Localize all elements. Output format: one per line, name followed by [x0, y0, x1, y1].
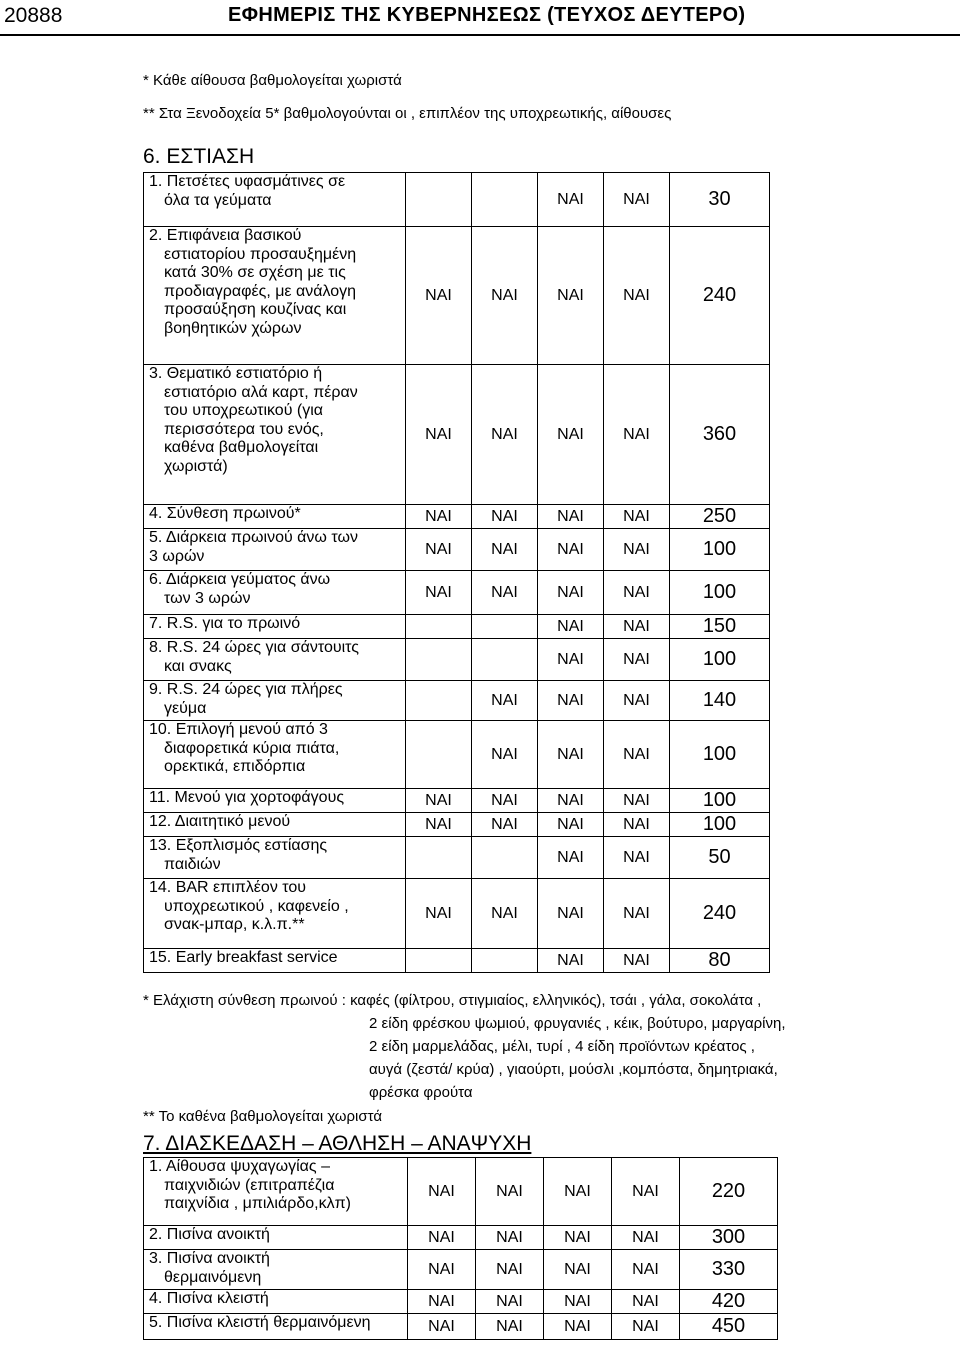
points-cell: 100: [670, 639, 770, 681]
category-cell: ΝΑΙ: [472, 813, 538, 837]
category-cell: ΝΑΙ: [538, 879, 604, 949]
category-cell: [472, 949, 538, 973]
criterion-label: [144, 505, 406, 529]
table-row: [144, 1158, 778, 1226]
criterion-label: [144, 639, 406, 681]
category-cell: ΝΑΙ: [538, 365, 604, 505]
criterion-label: [144, 813, 406, 837]
points-cell: 80: [670, 949, 770, 973]
criterion-label-line: υποχρεωτικού , καφενείο ,: [164, 897, 349, 915]
category-cell: ΝΑΙ: [406, 529, 472, 571]
breakfast-footnote-line: φρέσκα φρούτα: [369, 1084, 473, 1101]
category-cell: [406, 837, 472, 879]
table-row: [144, 879, 770, 949]
points-cell: 330: [680, 1250, 778, 1290]
criterion-label: [144, 365, 406, 505]
category-cell: [406, 615, 472, 639]
category-cell: ΝΑΙ: [538, 227, 604, 365]
criterion-label: [144, 1250, 408, 1290]
category-cell: ΝΑΙ: [476, 1314, 544, 1340]
category-cell: ΝΑΙ: [406, 879, 472, 949]
criterion-label: [144, 949, 406, 973]
bar-footnote: ** Το καθένα βαθμολογείται χωριστά: [143, 1108, 383, 1125]
points-cell: 150: [670, 615, 770, 639]
section-6-title: 6. ΕΣΤΙΑΣΗ: [143, 145, 255, 168]
category-cell: ΝΑΙ: [538, 639, 604, 681]
category-cell: ΝΑΙ: [472, 681, 538, 721]
criterion-label-line: χωριστά): [164, 457, 228, 475]
section-7-table: [143, 1157, 778, 1340]
section-6-table-body: [144, 173, 770, 973]
points-cell: 240: [670, 879, 770, 949]
category-cell: ΝΑΙ: [408, 1250, 476, 1290]
criterion-label-line: εστιατορίου προσαυξημένη: [164, 245, 357, 263]
category-cell: ΝΑΙ: [604, 173, 670, 227]
criterion-label-line: εστιατόριο αλά καρτ, πέραν: [164, 383, 358, 401]
category-cell: [406, 639, 472, 681]
page-header: [0, 0, 960, 36]
criterion-label-line: 5. Διάρκεια πρωινού άνω των: [149, 529, 358, 546]
category-cell: ΝΑΙ: [538, 505, 604, 529]
table-row: [144, 813, 770, 837]
criterion-label-line: γεύμα: [164, 699, 207, 717]
criterion-label-line: και σνακς: [164, 657, 232, 675]
category-cell: ΝΑΙ: [406, 813, 472, 837]
criterion-label-line: όλα τα γεύματα: [164, 191, 272, 209]
table-row: [144, 615, 770, 639]
note-line-1: * Κάθε αίθουσα βαθμολογείται χωριστά: [143, 72, 402, 89]
breakfast-footnote-line: αυγά (ζεστά/ κρύα) , γιαούρτι, μούσλι ,κομπόστα, δημητριακά,: [369, 1061, 778, 1078]
criterion-label-line: διαφορετικά κύρια πιάτα,: [164, 739, 340, 757]
criterion-label-line: 1. Πετσέτες υφασμάτινες σε: [149, 173, 346, 190]
table-row: [144, 949, 770, 973]
criterion-label-line: 13. Εξοπλισμός εστίασης: [149, 837, 328, 854]
points-cell: 100: [670, 813, 770, 837]
category-cell: ΝΑΙ: [472, 721, 538, 789]
category-cell: ΝΑΙ: [472, 529, 538, 571]
criterion-label-line: προδιαγραφές, με ανάλογη: [164, 282, 357, 300]
points-cell: 100: [670, 721, 770, 789]
criterion-label: [144, 837, 406, 879]
table-row: [144, 721, 770, 789]
criterion-label: [144, 879, 406, 949]
category-cell: ΝΑΙ: [604, 365, 670, 505]
criterion-label-line: 3. Πισίνα ανοικτή: [149, 1250, 270, 1267]
category-cell: ΝΑΙ: [604, 949, 670, 973]
category-cell: ΝΑΙ: [604, 571, 670, 615]
category-cell: ΝΑΙ: [604, 789, 670, 813]
criterion-label: [144, 571, 406, 615]
points-cell: 140: [670, 681, 770, 721]
criterion-label: [144, 721, 406, 789]
category-cell: [472, 639, 538, 681]
category-cell: ΝΑΙ: [604, 227, 670, 365]
category-cell: ΝΑΙ: [612, 1158, 680, 1226]
criterion-label-line: 12. Διαιτητικό μενού: [149, 813, 291, 830]
table-row: [144, 227, 770, 365]
criterion-label: [144, 789, 406, 813]
category-cell: ΝΑΙ: [612, 1226, 680, 1250]
category-cell: [472, 615, 538, 639]
points-cell: 420: [680, 1290, 778, 1314]
category-cell: ΝΑΙ: [604, 529, 670, 571]
category-cell: ΝΑΙ: [476, 1226, 544, 1250]
criterion-label-line: 10. Επιλογή μενού από 3: [149, 721, 328, 738]
points-cell: 360: [670, 365, 770, 505]
criterion-label-line: 9. R.S. 24 ώρες για πλήρες: [149, 681, 343, 698]
criterion-label-line: 4. Σύνθεση πρωινού*: [149, 505, 301, 522]
category-cell: ΝΑΙ: [604, 879, 670, 949]
category-cell: ΝΑΙ: [408, 1158, 476, 1226]
category-cell: ΝΑΙ: [472, 227, 538, 365]
table-row: [144, 365, 770, 505]
table-row: [144, 681, 770, 721]
table-row: [144, 529, 770, 571]
category-cell: ΝΑΙ: [612, 1314, 680, 1340]
category-cell: ΝΑΙ: [408, 1226, 476, 1250]
category-cell: ΝΑΙ: [472, 505, 538, 529]
note-line-2: ** Στα Ξενοδοχεία 5* βαθμολογούνται οι , επιπλέον της υποχρεωτικής, αίθουσες: [143, 105, 672, 122]
category-cell: ΝΑΙ: [408, 1290, 476, 1314]
table-row: [144, 1250, 778, 1290]
category-cell: ΝΑΙ: [406, 505, 472, 529]
criterion-label-line: 11. Μενού για χορτοφάγους: [149, 789, 345, 806]
table-row: [144, 571, 770, 615]
criterion-label-line: 7. R.S. για το πρωινό: [149, 615, 301, 632]
criterion-label-line: περισσότερα του ενός,: [164, 420, 324, 438]
breakfast-footnote-line: 2 είδη μαρμελάδας, μέλι, τυρί , 4 είδη προϊόντων κρέατος ,: [369, 1038, 755, 1055]
breakfast-footnote-line: * Ελάχιστη σύνθεση πρωινού : καφές (φίλτρου, στιγμιαίος, ελληνικός), τσάι , γάλα, σοκολάτα ,: [143, 992, 762, 1009]
category-cell: [472, 173, 538, 227]
category-cell: ΝΑΙ: [476, 1250, 544, 1290]
category-cell: ΝΑΙ: [538, 571, 604, 615]
points-cell: 240: [670, 227, 770, 365]
table-row: [144, 1290, 778, 1314]
criterion-label: [144, 681, 406, 721]
criterion-label-line: παιδιών: [164, 855, 221, 873]
table-row: [144, 1314, 778, 1340]
gazette-title: ΕΦΗΜΕΡΙΣ ΤΗΣ ΚΥΒΕΡΝΗΣΕΩΣ (ΤΕΥΧΟΣ ΔΕΥΤΕΡΟ): [228, 4, 746, 26]
category-cell: [406, 681, 472, 721]
category-cell: ΝΑΙ: [544, 1314, 612, 1340]
breakfast-footnote-line: 2 είδη φρέσκου ψωμιού, φρυγανιές , κέικ, βούτυρο, μαργαρίνη,: [369, 1015, 786, 1032]
category-cell: ΝΑΙ: [472, 571, 538, 615]
category-cell: ΝΑΙ: [612, 1250, 680, 1290]
category-cell: ΝΑΙ: [604, 639, 670, 681]
page-number: 20888: [4, 4, 63, 27]
category-cell: ΝΑΙ: [472, 879, 538, 949]
category-cell: ΝΑΙ: [544, 1290, 612, 1314]
criterion-label: [144, 1226, 408, 1250]
criterion-label: [144, 615, 406, 639]
category-cell: ΝΑΙ: [544, 1226, 612, 1250]
criterion-label-line: 8. R.S. 24 ώρες για σάντουιτς: [149, 639, 359, 656]
points-cell: 300: [680, 1226, 778, 1250]
points-cell: 220: [680, 1158, 778, 1226]
criterion-label-line: παιχνιδιών (επιτραπέζια: [164, 1176, 335, 1194]
criterion-label-line: βοηθητικών χώρων: [164, 319, 302, 337]
points-cell: 250: [670, 505, 770, 529]
category-cell: ΝΑΙ: [538, 529, 604, 571]
criterion-label: [144, 173, 406, 227]
criterion-label-line: του υποχρεωτικού (για: [164, 402, 324, 419]
category-cell: ΝΑΙ: [538, 813, 604, 837]
category-cell: ΝΑΙ: [538, 949, 604, 973]
category-cell: ΝΑΙ: [604, 505, 670, 529]
criterion-label: [144, 1290, 408, 1314]
criterion-label: [144, 1158, 408, 1226]
category-cell: ΝΑΙ: [472, 365, 538, 505]
criterion-label-line: κατά 30% σε σχέση με τις: [164, 264, 346, 281]
category-cell: [406, 721, 472, 789]
criterion-label-line: 2. Επιφάνεια βασικού: [149, 227, 302, 244]
category-cell: ΝΑΙ: [604, 837, 670, 879]
criterion-label: [144, 529, 406, 571]
category-cell: ΝΑΙ: [406, 365, 472, 505]
criterion-label-line: καθένα βαθμολογείται: [164, 439, 319, 456]
criterion-label: [144, 1314, 408, 1340]
table-row: [144, 173, 770, 227]
category-cell: ΝΑΙ: [604, 615, 670, 639]
category-cell: ΝΑΙ: [544, 1250, 612, 1290]
section-7-title: 7. ΔΙΑΣΚΕΔΑΣΗ – ΑΘΛΗΣΗ – ΑΝΑΨΥΧΗ: [143, 1132, 532, 1155]
criterion-label-line: 5. Πισίνα κλειστή θερμαινόμενη: [149, 1314, 371, 1331]
criterion-label-line: ορεκτικά, επιδόρπια: [164, 758, 306, 775]
category-cell: ΝΑΙ: [538, 681, 604, 721]
category-cell: ΝΑΙ: [538, 173, 604, 227]
category-cell: ΝΑΙ: [538, 837, 604, 879]
category-cell: ΝΑΙ: [538, 789, 604, 813]
criterion-label-line: των 3 ωρών: [164, 589, 251, 607]
criterion-label-line: 6. Διάρκεια γεύματος άνω: [149, 571, 331, 588]
category-cell: ΝΑΙ: [604, 813, 670, 837]
criterion-label-line: παιχνίδια , μπιλιάρδο,κλπ): [164, 1195, 351, 1212]
table-row: [144, 505, 770, 529]
table-row: [144, 789, 770, 813]
category-cell: ΝΑΙ: [604, 721, 670, 789]
category-cell: ΝΑΙ: [406, 571, 472, 615]
category-cell: ΝΑΙ: [406, 227, 472, 365]
points-cell: 100: [670, 571, 770, 615]
criterion-label-line: 15. Early breakfast service: [149, 949, 338, 966]
points-cell: 30: [670, 173, 770, 227]
category-cell: [406, 173, 472, 227]
category-cell: ΝΑΙ: [408, 1314, 476, 1340]
category-cell: ΝΑΙ: [538, 721, 604, 789]
criterion-label-line: 2. Πισίνα ανοικτή: [149, 1226, 270, 1243]
table-row: [144, 1226, 778, 1250]
criterion-label-line: θερμαινόμενη: [164, 1268, 262, 1286]
criterion-label-line: 14. BAR επιπλέον του: [149, 879, 307, 896]
header-rule: [0, 34, 960, 36]
criterion-label-line: προσαύξηση κουζίνας και: [164, 301, 347, 318]
table-row: [144, 639, 770, 681]
criterion-label-line: 1. Αίθουσα ψυχαγωγίας –: [149, 1158, 330, 1175]
category-cell: [406, 949, 472, 973]
points-cell: 100: [670, 789, 770, 813]
criterion-label-line: σνακ-μπαρ, κ.λ.π.**: [164, 916, 305, 933]
points-cell: 50: [670, 837, 770, 879]
category-cell: ΝΑΙ: [544, 1158, 612, 1226]
category-cell: ΝΑΙ: [406, 789, 472, 813]
criterion-label-line: 3 ωρών: [149, 547, 205, 565]
points-cell: 450: [680, 1314, 778, 1340]
category-cell: ΝΑΙ: [472, 789, 538, 813]
category-cell: ΝΑΙ: [604, 681, 670, 721]
section-6-table: [143, 172, 770, 973]
category-cell: ΝΑΙ: [538, 615, 604, 639]
criterion-label-line: 4. Πισίνα κλειστή: [149, 1290, 269, 1307]
category-cell: ΝΑΙ: [612, 1290, 680, 1314]
category-cell: ΝΑΙ: [476, 1290, 544, 1314]
criterion-label: [144, 227, 406, 365]
category-cell: [472, 837, 538, 879]
criterion-label-line: 3. Θεματικό εστιατόριο ή: [149, 365, 323, 382]
category-cell: ΝΑΙ: [476, 1158, 544, 1226]
table-row: [144, 837, 770, 879]
points-cell: 100: [670, 529, 770, 571]
section-7-table-body: [144, 1158, 778, 1340]
